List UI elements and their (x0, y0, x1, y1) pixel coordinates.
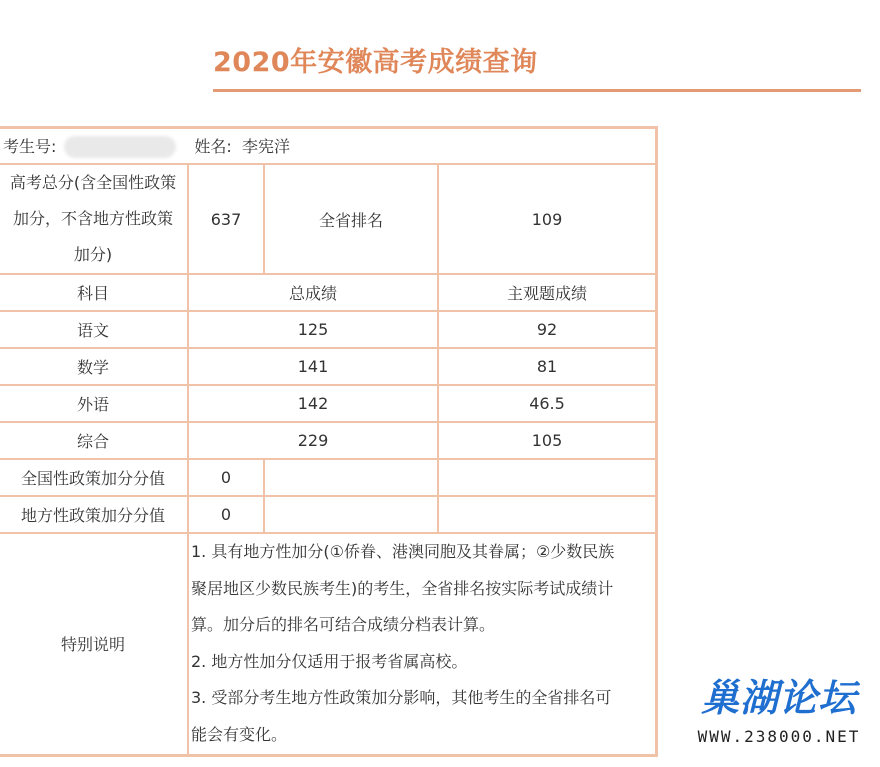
subject-name: 语文 (0, 311, 188, 348)
subject-subjective: 46.5 (438, 385, 656, 422)
notes-row (0, 533, 656, 755)
bonus-value: 0 (188, 459, 264, 496)
watermark-url: WWW.238000.NET (697, 727, 861, 746)
column-subjective: 主观题成绩 (438, 274, 656, 311)
table-row (0, 311, 656, 348)
bonus-label: 全国性政策加分分值 (0, 459, 188, 496)
table-row (0, 348, 656, 385)
watermark-logo: 巢湖论坛 (700, 676, 857, 720)
page-title: 2020年安徽高考成绩查询 (213, 47, 538, 78)
note-line: 能会有变化。 (191, 724, 288, 744)
rank-value: 109 (438, 164, 656, 274)
notes-body (188, 533, 656, 755)
subject-total: 141 (188, 348, 438, 385)
column-subject: 科目 (0, 274, 188, 311)
subject-subjective: 105 (438, 422, 656, 459)
bonus-row-national (0, 459, 656, 496)
bonus-label: 地方性政策加分分值 (0, 496, 188, 533)
subject-subjective: 81 (438, 348, 656, 385)
name-label: 姓名: (194, 136, 232, 156)
subject-name: 外语 (0, 385, 188, 422)
subject-total: 229 (188, 422, 438, 459)
bonus-value: 0 (188, 496, 264, 533)
name-value: 李宪洋 (241, 136, 290, 156)
title-divider (213, 89, 861, 92)
exam-no-label: 考生号: (3, 136, 57, 156)
header-row (0, 128, 656, 164)
bonus-row-local (0, 496, 656, 533)
redacted-exam-number (64, 136, 176, 158)
column-total: 总成绩 (188, 274, 438, 311)
column-header-row (0, 274, 656, 311)
subject-total: 142 (188, 385, 438, 422)
table-row (0, 385, 656, 422)
score-table (0, 126, 658, 757)
notes-label: 特别说明 (0, 533, 188, 755)
note-line: 2. 地方性加分仅适用于报考省属高校。 (191, 651, 468, 671)
total-score: 637 (188, 164, 264, 274)
note-line: 3. 受部分考生地方性政策加分影响，其他考生的全省排名可 (191, 688, 612, 708)
note-line: 聚居地区少数民族考生)的考生，全省排名按实际考试成绩计 (191, 578, 614, 598)
watermark (690, 675, 868, 755)
note-line: 算。加分后的排名可结合成绩分档表计算。 (191, 615, 496, 635)
table-row (0, 422, 656, 459)
total-label: 高考总分(含全国性政策 加分，不含地方性政策 加分) (0, 164, 188, 274)
note-line: 1. 具有地方性加分(①侨眷、港澳同胞及其眷属；②少数民族 (191, 542, 615, 561)
subject-total: 125 (188, 311, 438, 348)
subject-name: 数学 (0, 348, 188, 385)
subject-subjective: 92 (438, 311, 656, 348)
rank-label: 全省排名 (264, 164, 438, 274)
subject-name: 综合 (0, 422, 188, 459)
total-row (0, 164, 656, 274)
